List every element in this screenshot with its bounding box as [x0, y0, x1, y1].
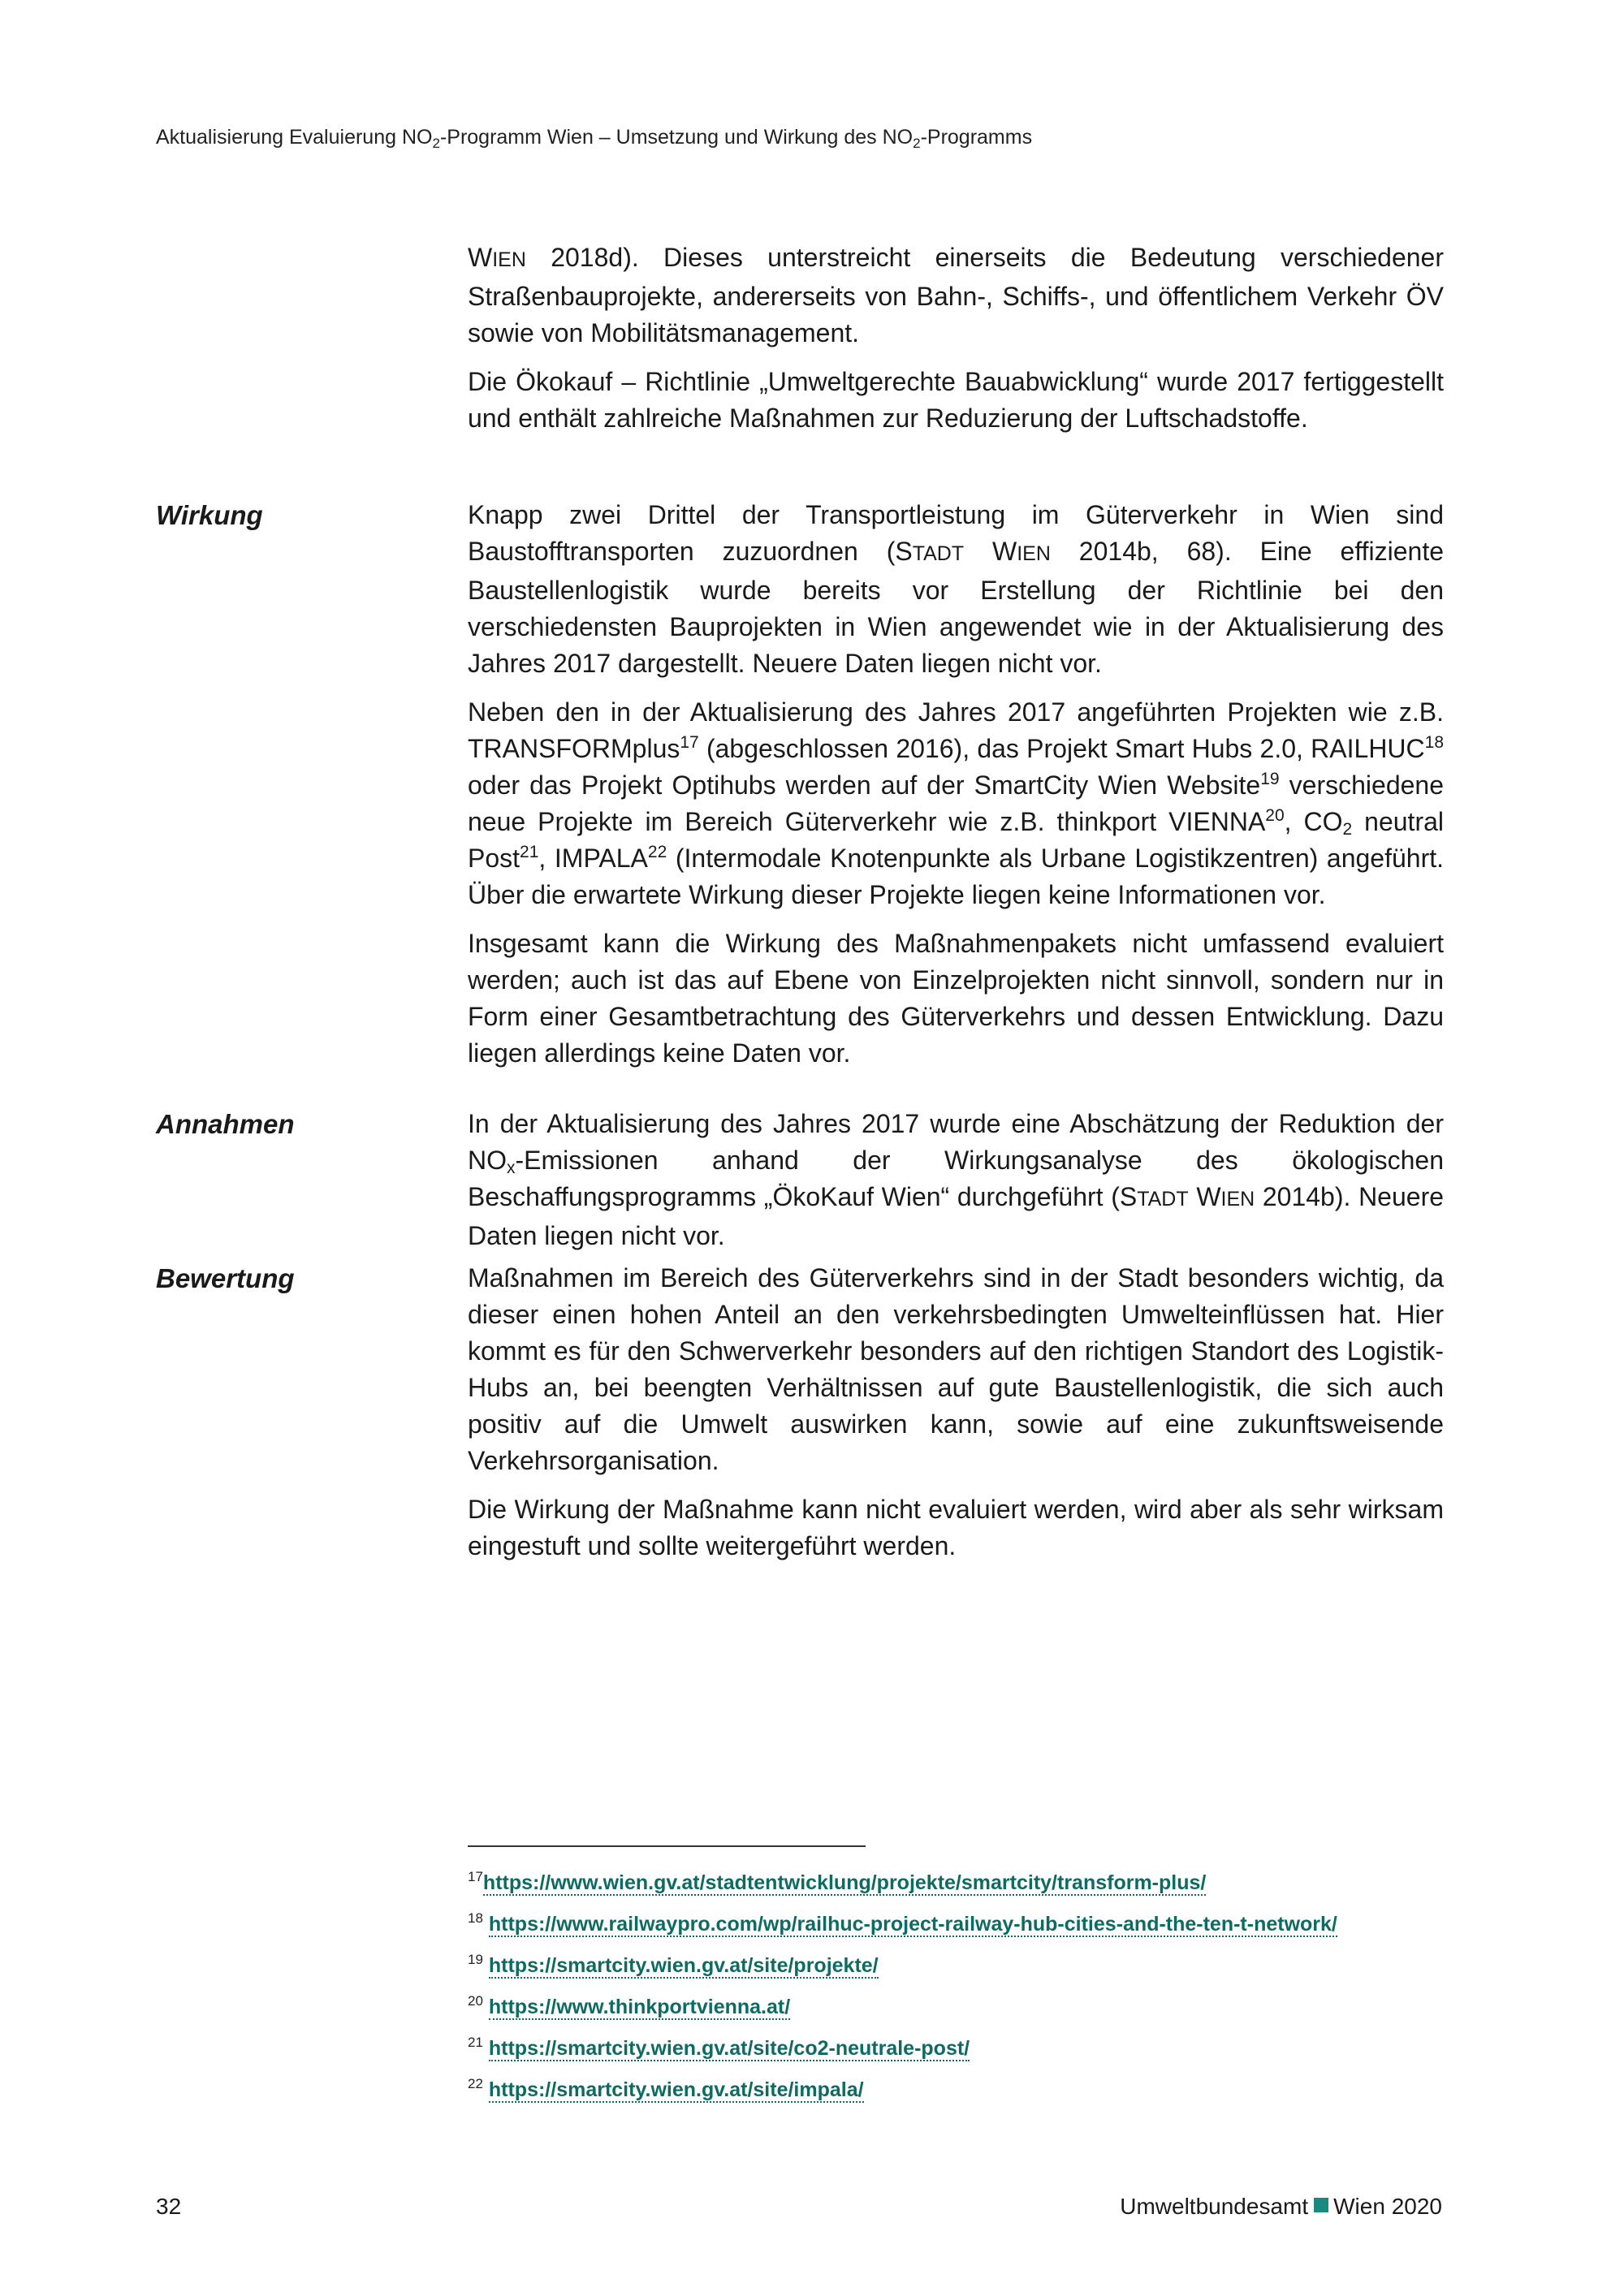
page-number: 32 [156, 2194, 182, 2219]
square-icon [1314, 2198, 1328, 2212]
header-subscript: 2 [432, 136, 440, 151]
wirkung-paragraph-3: Insgesamt kann die Wirkung des Maßnahmenpakets nicht umfassend evaluiert werden; auch ist das auf Ebene von Einzelprojekten nicht sinnvoll, sondern nur in Form einer Gesamtbetrachtung des Güterverkehrs und dessen Entwicklung. Dazu liegen allerdings keine Daten vor. [468, 929, 1444, 1068]
bewertung-block [468, 1260, 1444, 1564]
bewertung-paragraph-1: Maßnahmen im Bereich des Güterverkehrs sind in der Stadt besonders wichtig, da dieser einen hohen Anteil an den verkehrsbedingten Umwelteinflüssen hat. Hier kommt es für den Schwerverkehr besonders auf den richtigen Standort des Logistik-Hubs an, bei beengten Verhältnissen auf gute Baustellenlogistik, die sich auch positiv auf die Umwelt auswirken kann, sowie auf eine zukunftsweisende Verkehrsorganisation. [468, 1263, 1444, 1475]
footnote-ref[interactable]: 18 [1424, 733, 1444, 752]
footnote-18: $^{18}$ https://www.railwaypro.com/wp/railhuc-project-railway-hub-cities-and-the-ten-t-network/ [468, 1910, 1337, 1936]
label-annahmen: Annahmen [156, 1109, 295, 1139]
footnote-19: $^{19}$ https://smartcity.wien.gv.at/site/projekte/ [468, 1952, 879, 1977]
footnote-ref[interactable]: 20 [1265, 806, 1285, 825]
wirkung-paragraph-2: Neben den in der Aktualisierung des Jahres 2017 angeführten Projekten wie z.B. TRANSFORMplus$^{17}$ (abgeschlossen 2016), das Projekt Smart Hubs 2.0, RAILHUC$^{18}$ oder das Projekt Optihubs werden auf der SmartCity Wien Website$^{19}$ verschiedene neue Projekte im Bereich Güterverkehr wie z.B. thinkport VIENNA$^{20}$, $CO_2$ neutral Post$^{21}$, IMPALA$^{22}$ (Intermodale Knotenpunkte als Urbane Logistikzentren) angeführt. Über die erwartete Wirkung dieser Projekte liegen keine Informationen vor. [468, 697, 1445, 909]
footnote-ref[interactable]: 17 [680, 733, 699, 752]
intro-paragraph-2: Die Ökokauf – Richtlinie „Umweltgerechte Bauabwicklung“ wurde 2017 fertiggestellt und enthält zahlreiche Maßnahmen zur Reduzierung der Luftschadstoffe. [468, 367, 1444, 433]
footnote-link[interactable]: https://smartcity.wien.gv.at/site/co2-neutrale-post/ [488, 2037, 970, 2060]
footer-publisher: Umweltbundesamt Wien 2020 [1120, 2194, 1442, 2219]
footnote-17: $^{17}$https://www.wien.gv.at/stadtentwicklung/projekte/smartcity/transform-plus/ [468, 1869, 1207, 1894]
footnote-link[interactable]: https://www.railwaypro.com/wp/railhuc-project-railway-hub-cities-and-the-ten-t-network/ [488, 1913, 1337, 1936]
footnote-link[interactable]: https://www.wien.gv.at/stadtentwicklung/projekte/smartcity/transform-plus/ [482, 1871, 1207, 1894]
footnote-divider [468, 1845, 866, 1847]
header-text: Aktualisierung Evaluierung NO [156, 126, 433, 149]
bewertung-paragraph-2: Die Wirkung der Maßnahme kann nicht evaluiert werden, wird aber als sehr wirksam eingestuft und sollte weitergeführt werden. [468, 1495, 1444, 1560]
header-text: -Programms [920, 126, 1033, 149]
label-bewertung: Bewertung [156, 1263, 295, 1293]
footnote-link[interactable]: https://smartcity.wien.gv.at/site/projekte/ [488, 1954, 879, 1977]
footnote-ref[interactable]: 22 [647, 843, 667, 861]
annahmen-block [468, 1106, 1444, 1254]
wirkung-block [468, 497, 1444, 1072]
header-text: -Programm Wien – Umsetzung und Wirkung des NO [439, 126, 914, 149]
footnote-link[interactable]: https://www.thinkportvienna.at/ [488, 1996, 791, 2018]
intro-block [468, 240, 1444, 437]
header-subscript: 2 [913, 136, 921, 151]
footnote-ref[interactable]: 19 [1260, 770, 1280, 788]
footnote-21: $^{21}$ https://smartcity.wien.gv.at/site/co2-neutrale-post/ [468, 2035, 970, 2060]
footnote-20: $^{20}$ https://www.thinkportvienna.at/ [468, 1993, 791, 2018]
footnote-ref[interactable]: 21 [520, 843, 539, 861]
footnote-22: $^{22}$ https://smartcity.wien.gv.at/site/impala/ [468, 2076, 864, 2101]
wirkung-paragraph-1: Knapp zwei Drittel der Transportleistung im Güterverkehr in Wien sind Baustofftransporten zuzuordnen (STADT WIEN 2014b, 68). Eine effiziente Baustellenlogistik wurde bereits vor Erstellung der Richtlinie bei den verschiedensten Bauprojekten in Wien angewendet wie in der Aktualisierung des Jahres 2017 dargestellt. Neuere Daten liegen nicht vor. [468, 500, 1445, 678]
label-wirkung: Wirkung [156, 500, 263, 530]
footnotes [468, 1869, 1444, 2117]
intro-paragraph-1: WIEN 2018d). Dieses unterstreicht einerseits die Bedeutung verschiedener Straßenbauprojekte, andererseits von Bahn-, Schiffs-, und öffentlichem Verkehr ÖV sowie von Mobilitätsmanagement. [468, 243, 1444, 347]
footnote-link[interactable]: https://smartcity.wien.gv.at/site/impala/ [488, 2078, 864, 2101]
annahmen-paragraph: In der Aktualisierung des Jahres 2017 wurde eine Abschätzung der Reduktion der $NO_x$-Emissionen anhand der Wirkungsanalyse des ökologischen Beschaffungsprogramms „ÖkoKauf Wien“ durchgeführt (STADT WIEN 2014b). Neuere Daten liegen nicht vor. [468, 1109, 1445, 1250]
running-header [156, 123, 1471, 151]
